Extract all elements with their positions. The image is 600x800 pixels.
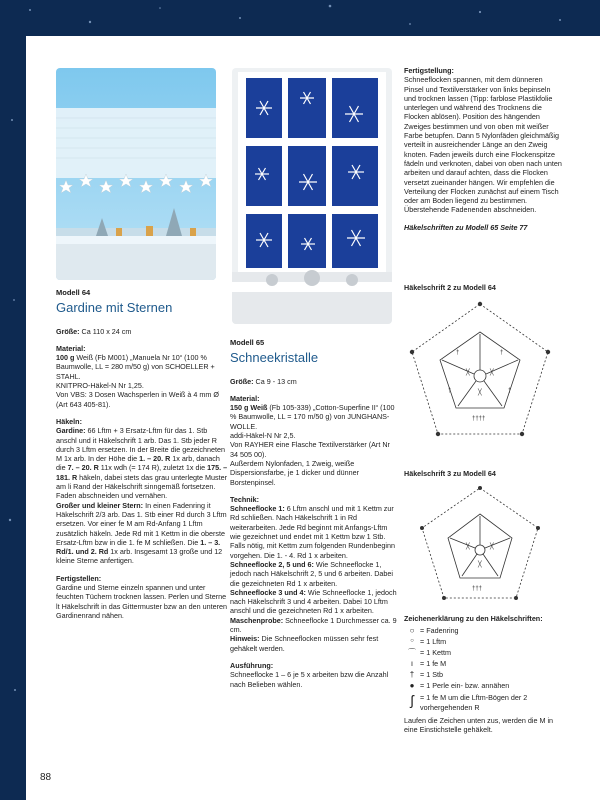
legend-note: Laufen die Zeichen unten zus, werden die M in eine Einstichstelle gehäkelt.: [404, 715, 554, 735]
photo-gardine: [56, 68, 216, 280]
fadenring-icon: ○: [409, 626, 415, 636]
legend-item: † = 1 Stb: [404, 669, 564, 680]
model-65-sf3: Schneeflocke 3 und 4: Wie Schneeflocke 1, jedoch nach Häkelschrift 3 und 4 arbeiten. Dabei 10 Lftm anschl und die gezeichneten Rd 1 x arbeiten.: [230, 587, 397, 616]
model-65-title: Schneekristalle: [230, 350, 319, 366]
model-65-material-heading: Material:: [230, 393, 260, 403]
model-64-title: Gardine mit Sternen: [56, 300, 173, 316]
bracket-icon: ʃ: [410, 692, 414, 709]
legend-item: ○ = 1 Lftm: [404, 636, 564, 647]
model-65-material-2: addi-Häkel-N Nr 2,5.: [230, 431, 296, 441]
legend-item: ○ = Fadenring: [404, 625, 564, 636]
svg-text:╳: ╳: [466, 370, 470, 376]
svg-text:╳: ╳: [490, 544, 494, 550]
svg-text:†: †: [500, 350, 504, 356]
legend-title: Zeichenerklärung zu den Häkelschriften:: [404, 614, 543, 623]
legend-item: ⌒ = 1 Kettm: [404, 647, 564, 658]
model-64-stern-text: Großer und kleiner Stern: In einen Fadenring it Häkelschrift 2/3 arb. Das 1. Stb einer Rd durch 3 Lftm ersetzen. Vor einer fe M am Rd-Anfang 1 Lftm zusätzlich häkeln. Jede Rd mit 1 Kettm in die oberste Ersatz-Lftm bzw in die 1. fe M schließen. Die 1. – 3. Rd/1. und 2. Rd 1x arb. Insgesamt 13 große und 12 kleine Sterne anfertigen.: [56, 500, 227, 566]
model-65-sf2: Schneeflocke 2, 5 und 6: Wie Schneeflocke 1, jedoch nach Häkelschrift 2, 5 und 6 arbeiten. Dabei die gezeichneten Rd 1 x arbeiten.: [230, 559, 394, 588]
model-64-haekeln-heading: Häkeln:: [56, 416, 82, 426]
model-64-fertig-text: Gardine und Sterne einzeln spannen und unter feuchten Tüchern trocknen lassen. Perlen und Sterne lt Häkelschrift in das Gittermuster bzw an den unteren Gardinenrand nähen.: [56, 583, 227, 620]
footer-brand[interactable]: PassionForum.ru: [495, 776, 594, 790]
model-65-label: Modell 65: [230, 338, 265, 347]
svg-text:†††: †††: [472, 586, 483, 592]
model-64-material-1: 100 g Weiß (Fb M001) „Manuela Nr 10“ (100 % Baumwolle, LL = 280 m/50 g) von SCHOELLER + STAHL.: [56, 353, 215, 381]
page-number: 88: [40, 772, 52, 783]
model-65-material-3: Von RAYHER eine Flasche Textilverstärker (Art Nr 34 505 00).: [230, 440, 390, 459]
svg-text:╳: ╳: [478, 390, 482, 396]
model-64-size: Größe: Ca 110 x 24 cm: [56, 326, 132, 336]
kettm-icon: ⌒: [408, 648, 416, 658]
model-65-size: Größe: Ca 9 - 13 cm: [230, 376, 297, 386]
model-64-label: Modell 64: [56, 288, 91, 297]
svg-text:†: †: [456, 350, 460, 356]
legend-item: ʃ = 1 fe M um die Lftm-Bögen der 2 vorhergehenden R: [404, 693, 564, 712]
crochet-diagram-2: [402, 294, 558, 454]
svg-text:††††: ††††: [472, 416, 486, 422]
model-65-ausfuehrung-text: Schneeflocke 1 – 6 je 5 x arbeiten bzw die Anzahl nach Belieben wählen.: [230, 670, 389, 689]
fe-m-icon: ı: [410, 659, 414, 669]
model-64-material-3: Von VBS: 3 Dosen Wachsperlen in Weiß à 4 mm Ø (Art 643 405-81).: [56, 390, 219, 409]
photo-gardine-image: [56, 68, 216, 280]
fertigstellung-heading: Fertigstellung:: [404, 66, 454, 75]
photo-schneekristalle-image: [232, 68, 392, 324]
legend-item: ı = 1 fe M: [404, 658, 564, 669]
model-65-ausfuehrung-heading: Ausführung:: [230, 660, 274, 670]
perle-icon: ●: [409, 681, 415, 691]
svg-text:†: †: [508, 388, 512, 394]
model-64-fertig-heading: Fertigstellen:: [56, 573, 102, 583]
reference-text: Häkelschriften zu Modell 65 Seite 77: [404, 222, 528, 232]
model-64-material-2: KNITPRO-Häkel-N Nr 1,25.: [56, 381, 144, 391]
column-modell-64: [56, 288, 228, 628]
diagram-2-title: Häkelschrift 2 zu Modell 64: [404, 283, 496, 292]
crochet-diagram-3: [402, 482, 558, 612]
fertigstellung-text: Schneeflocken spannen, mit dem dünneren Pinsel und Textilverstärker von links bepinseln und trocknen lassen (Tipp: farblose Plastikfolie unterlegen und während des Trocknens die Flocken ablösen). Position des hängenden Zweiges bestimmen und von oben mit weißer Farbe betupfen. Dann 5 Nylonfäden gleichmäßig verteilt in ausreichender Länge an den Zweig knoten. Faden jeweils durch eine Flockenspitze fädeln und verknoten, dabei von oben nach unten arbeiten und darauf achten, dass die Flocken versetzt zueinander hängen. Wir empfehlen die Verteilung der Flocken zunächst auf einem Tisch oder am Boden liegend zu bestimmen. Überstehende Fadenenden abschneiden.: [404, 75, 562, 215]
stb-icon: †: [409, 670, 415, 680]
column-right: [404, 66, 564, 240]
svg-text:╳: ╳: [478, 562, 482, 568]
model-65-maschenprobe: Maschenprobe: Schneeflocke 1 Durchmesser ca. 9 cm.: [230, 615, 397, 635]
svg-text:╳: ╳: [466, 544, 470, 550]
model-65-material-4: Außerdem Nylonfaden, 1 Zweig, weiße Dispersionsfarbe, je 1 dicker und dünner Borstenpinsel.: [230, 458, 360, 487]
model-64-gardine-text: Gardine: 66 Lftm + 3 Ersatz-Lftm für das 1. Stb anschl und it Häkelschrift 1 arb. Das 1. Stb jeder R durch 3 Lftm ersetzen. In der Breite die gezeichneten M 1x arb. In der Höhe die 1. – 20. R 1x arb, danach die 7. – 20. R 11x wdh (= 174 R), zuletzt 1x die 175. – 181. R häkeln, dabei stets das grau unterlegte Muster am li Rand der Häkelschrift sinngemäß fortsetzen. Faden abschneiden und vernähen.: [56, 426, 228, 501]
model-65-technik-heading: Technik:: [230, 494, 260, 504]
lftm-icon: ○: [410, 638, 414, 645]
photo-schneekristalle: [232, 68, 392, 324]
model-64-material-heading: Material:: [56, 343, 86, 353]
svg-text:†: †: [448, 388, 452, 394]
model-65-hinweis: Hinweis: Die Schneeflocken müssen sehr fest gehäkelt werden.: [230, 634, 379, 653]
model-65-sf1: Schneeflocke 1: 6 Lftm anschl und mit 1 Kettm zur Rd schließen. Nach Häkelschrift 1 in Rd weiterarbeiten. Jede Rd beginnt mit Anfangs-Lftm wie gezeichnet und endet mit 1 Kettm bzw 1 Stb. Falls nötig, mit Kettm zum folgenden Rundenbeginn vorgehen. Die 1. - 4. Rd 1 x arbeiten.: [230, 504, 396, 560]
diagram-3-title: Häkelschrift 3 zu Modell 64: [404, 469, 496, 478]
svg-text:╳: ╳: [490, 370, 494, 376]
column-modell-65: [230, 338, 398, 697]
model-65-material-1: 150 g Weiß (Fb 105-339) „Cotton-Superfine II“ (100 % Baumwolle, LL = 170 m/50 g) von JUNGHANS-WOLLE.: [230, 403, 395, 431]
legend-item: ● = 1 Perle ein- bzw. annähen: [404, 680, 564, 691]
legend: [404, 614, 564, 742]
magazine-page: [26, 36, 600, 800]
